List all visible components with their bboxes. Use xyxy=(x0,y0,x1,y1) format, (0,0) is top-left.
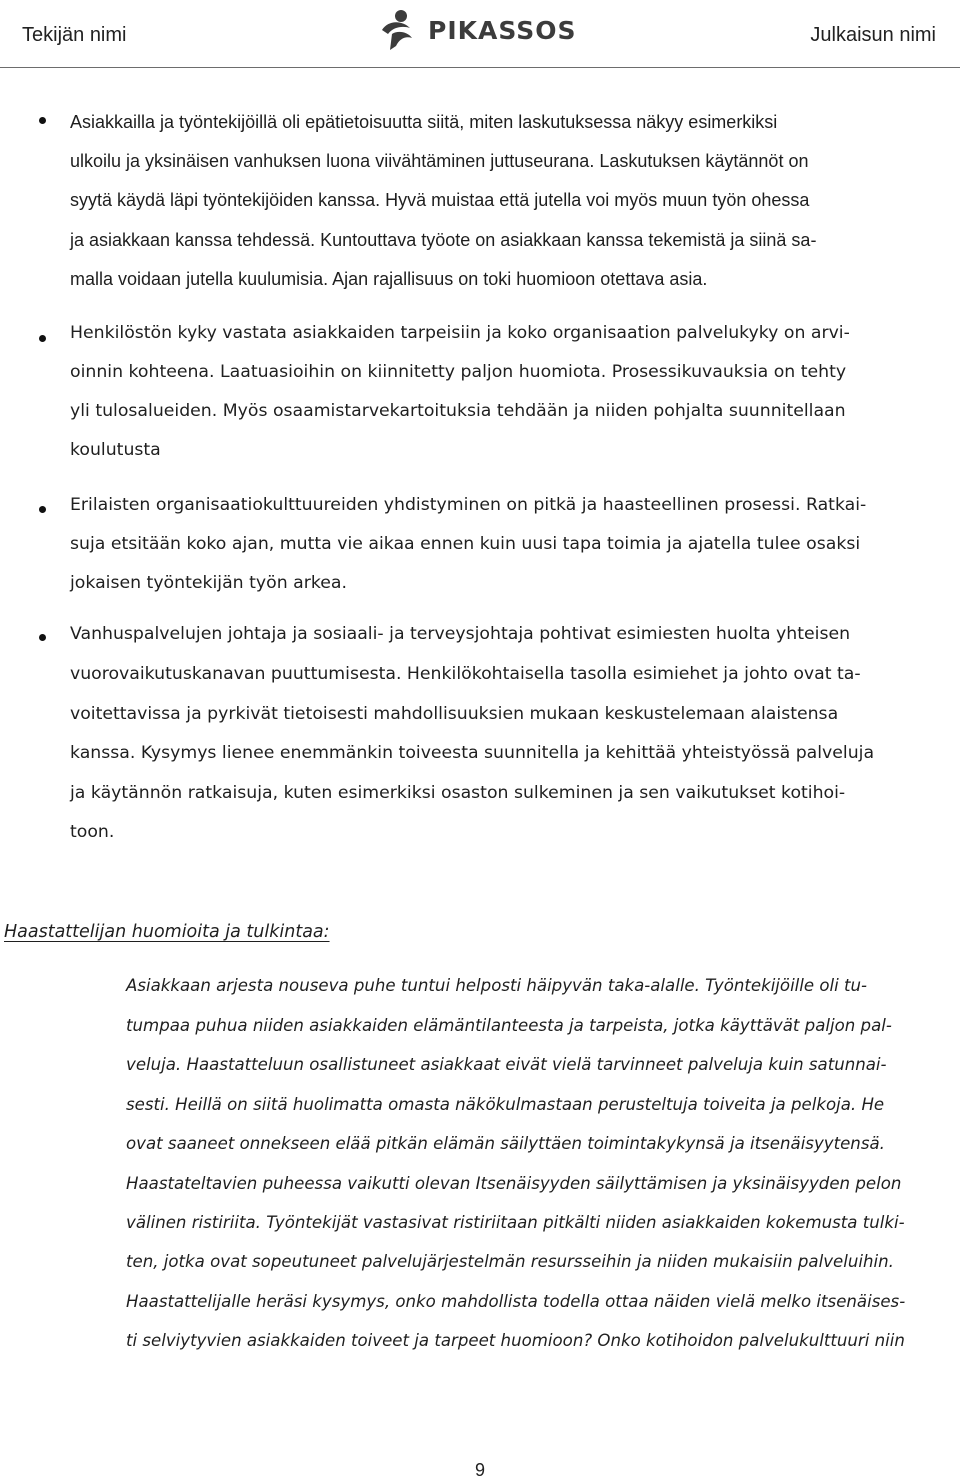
text-line: koulutusta xyxy=(70,440,161,460)
text-line: ten, jotka ovat sopeutuneet palvelujärjestelmän resursseihin ja niiden mukaisiin palveluihin. xyxy=(126,1252,894,1271)
text-line: Henkilöstön kyky vastata asiakkaiden tarpeisiin ja koko organisaation palvelukyky on arvi- xyxy=(70,323,850,343)
text-line: jokaisen työntekijän työn arkea. xyxy=(70,573,347,593)
text-line: sesti. Heillä on siitä huolimatta omasta näkökulmastaan perusteltuja toiveita ja pelkoja. He xyxy=(126,1095,885,1114)
text-line: syytä käydä läpi työntekijöiden kanssa. Hyvä muistaa että jutella voi myös muun työn ohessa xyxy=(70,190,810,210)
bullet-icon xyxy=(39,335,46,342)
text-line: ulkoilu ja yksinäisen vanhuksen luona viivähtäminen juttuseurana. Laskutuksen käytännöt on xyxy=(70,151,809,171)
section-heading: Haastattelijan huomioita ja tulkintaa: xyxy=(4,922,330,942)
text-line: ja asiakkaan kanssa tehdessä. Kuntouttava työote on asiakkaan kanssa tekemistä ja siinä sa- xyxy=(70,230,817,250)
text-line: välinen ristiriita. Työntekijät vastasivat ristiriitaan pitkälti niiden asiakkaiden kokemusta tulki- xyxy=(126,1213,905,1232)
page-header xyxy=(0,0,960,70)
text-line: Vanhuspalvelujen johtaja ja sosiaali- ja terveysjohtaja pohtivat esimiesten huolta yhteisen xyxy=(70,624,851,644)
text-line: oinnin kohteena. Laatuasioihin on kiinnitetty paljon huomiota. Prosessikuvauksia on tehty xyxy=(70,362,847,382)
author-name: Tekijän nimi xyxy=(22,24,127,46)
text-line: ovat saaneet onnekseen elää pitkän elämän säilyttäen toimintakykynsä ja itsenäisyytensä. xyxy=(126,1134,885,1153)
page-number: 9 xyxy=(474,1460,485,1480)
text-line: Asiakkaan arjesta nouseva puhe tuntui helposti häipyvän taka-alalle. Työntekijöille oli tu- xyxy=(126,976,868,995)
bullet-icon xyxy=(39,506,46,513)
bullet-icon xyxy=(39,117,46,124)
logo-text: PIKASSOS xyxy=(428,15,577,45)
pikassos-logo xyxy=(378,8,577,52)
text-line: ti selviytyvien asiakkaiden toiveet ja tarpeet huomioon? Onko kotihoidon palvelukulttuuri niin xyxy=(126,1331,905,1350)
text-line: veluja. Haastatteluun osallistuneet asiakkaat eivät vielä tarvinneet palveluja kuin satunnai- xyxy=(126,1055,887,1074)
text-line: Haastattelijalle heräsi kysymys, onko mahdollista todella ottaa näiden vielä melko itsenäises- xyxy=(126,1292,906,1311)
text-line: Erilaisten organisaatiokulttuureiden yhdistyminen on pitkä ja haasteellinen prosessi. Ratkai- xyxy=(70,495,867,515)
text-line: malla voidaan jutella kuulumisia. Ajan rajallisuus on toki huomioon otettava asia. xyxy=(70,269,708,289)
text-line: vuorovaikutuskanavan puuttumisesta. Henkilökohtaisella tasolla esimiehet ja johto ovat ta- xyxy=(70,664,861,684)
text-line: Asiakkailla ja työntekijöillä oli epätietoisuutta siitä, miten laskutuksessa näkyy esimerkiksi xyxy=(70,112,778,132)
text-line: Haastateltavien puheessa vaikutti olevan Itsenäisyyden säilyttämisen ja yksinäisyyden pelon xyxy=(126,1174,902,1193)
text-line: ja käytännön ratkaisuja, kuten esimerkiksi osaston sulkeminen ja sen vaikutukset kotihoi- xyxy=(70,783,846,803)
text-line: voitettavissa ja pyrkivät tietoisesti mahdollisuuksien mukaan keskustelemaan alaistensa xyxy=(70,704,839,724)
text-line: toon. xyxy=(70,822,115,842)
bullet-icon xyxy=(39,634,46,641)
header-divider xyxy=(0,67,960,68)
text-line: yli tulosalueiden. Myös osaamistarvekartoituksia tehdään ja niiden pohjalta suunnitellaan xyxy=(70,401,846,421)
pikassos-logo-icon xyxy=(378,8,420,52)
publication-name: Julkaisun nimi xyxy=(810,24,936,46)
text-line: tumpaa puhua niiden asiakkaiden elämäntilanteesta ja tarpeista, jotka käyttävät paljon pal- xyxy=(126,1016,892,1035)
text-line: kanssa. Kysymys lienee enemmänkin toiveesta suunnitella ja kehittää yhteistyössä palveluja xyxy=(70,743,875,763)
text-line: suja etsitään koko ajan, mutta vie aikaa ennen kuin uusi tapa toimia ja ajatella tulee osaksi xyxy=(70,534,861,554)
